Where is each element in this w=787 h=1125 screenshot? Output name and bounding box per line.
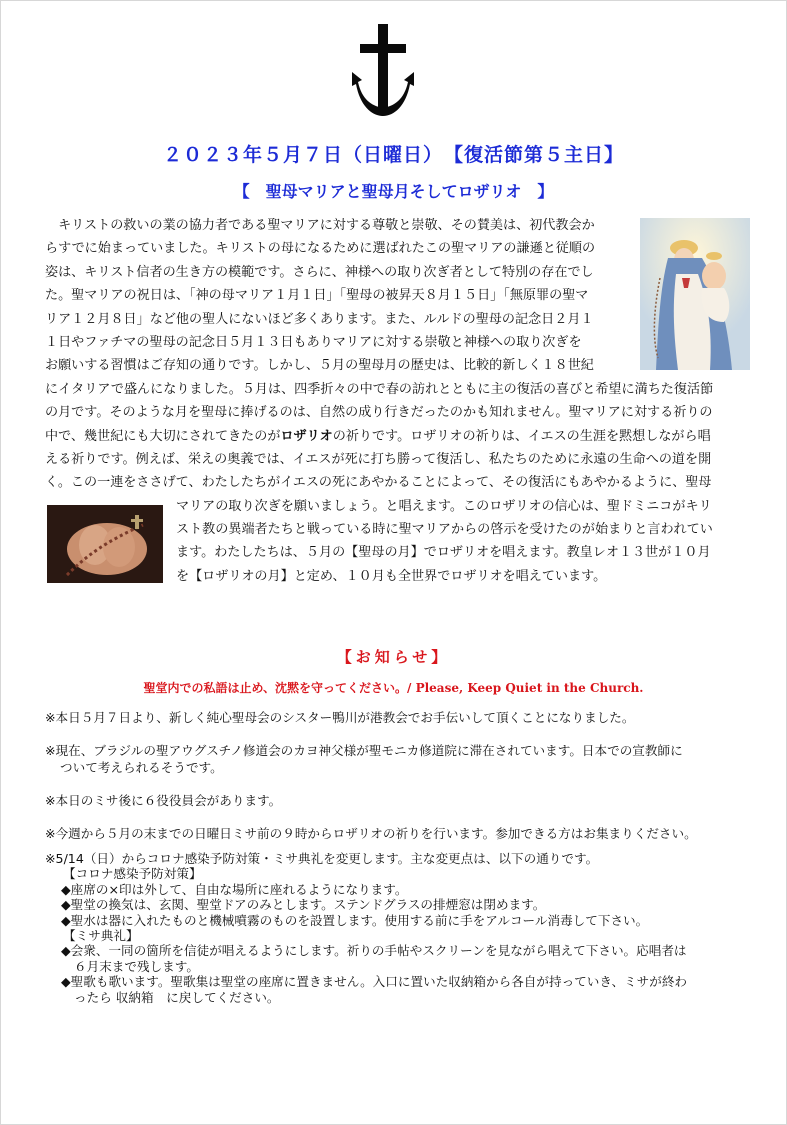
article-line: ます。わたしたちは、５月の【聖母の月】でロザリオを唱えます。教皇レオ１３世が１０月 (176, 545, 711, 561)
sermon-subtitle: 【 聖母マリアと聖母月そしてロザリオ 】 (233, 182, 554, 201)
notice-item: ※現在、ブラジルの聖アウグスチノ修道会のカヨ神父様が聖モニカ修道院に滞在されています。日本での宣教師に (45, 743, 683, 758)
notice-title: 【お知らせ】 (336, 648, 451, 666)
article-line-rosary (45, 425, 757, 448)
mass-bullet-continued: ったら 収納箱 に戻してください。 (74, 989, 280, 1005)
rosary-emphasis: ロザリオ (280, 428, 333, 444)
notice-item-continued: ついて考えられるそうです。 (60, 760, 223, 775)
article-line: マリアの取り次ぎを願いましょう。と唱えます。このロザリオの信心は、聖ドミニコがキリ (176, 498, 712, 514)
article-line: く。この一連をささげて、わたしたちがイエスの死にあやかることによって、その復活にもあやかるように、聖母 (45, 475, 712, 491)
article-line: リア１２月８日」など他の聖人にないほど多くあります。また、ルルドの聖母の記念日２月１ (45, 311, 594, 327)
notice-item: ※5/14（日）からコロナ感染予防対策・ミサ典礼を変更します。主な変更点は、以下の通りです。 (45, 851, 599, 866)
notice-item: ※今週から５月の末までの日曜日ミサ前の９時からロザリオの祈りを行います。参加できる方はお集まりください。 (45, 826, 697, 841)
article-line: １日やファチマの聖母の記念日５月１３日もありマリアに対する崇敬と神様への取り次ぎを (45, 334, 582, 350)
mass-bullet: ◆聖歌も歌います。聖歌集は聖堂の座席に置きません。入口に置いた収納箱から各自が持っていき、ミサが終わ (61, 974, 688, 990)
covid-bullet: ◆聖水は器に入れたものと機械噴霧のものを設置します。使用する前に手をアルコール消毒して下さい。 (61, 912, 649, 928)
article-line: らすでに始まっていました。キリストの母になるために選ばれたこの聖マリアの謙遜と従順の (45, 241, 596, 257)
mass-bullet-continued: ６月末まで残します。 (74, 958, 199, 974)
mass-heading: 【ミサ典礼】 (63, 928, 139, 944)
article-line: を【ロザリオの月】と定め、１０月も全世界でロザリオを唱えています。 (176, 568, 607, 584)
article-line: 姿は、キリスト信者の生き方の模範です。さらに、神様への取り次ぎ者として特別の存在でし (45, 264, 594, 280)
covid-notice (45, 851, 765, 1005)
article-line: キリストの救いの業の協力者である聖マリアに対する尊敬と崇敬、その賛美は、初代教会か (45, 218, 595, 233)
article-line: える祈りです。例えば、栄えの奥義では、イエスが死に打ち勝って復活し、私たちのために永遠の生命への道を開 (45, 451, 712, 467)
anchor-icon (348, 24, 418, 118)
date-title: ２０２３年５月７日（日曜日） 【復活節第５主日】 (162, 144, 624, 166)
covid-bullet: ◆聖堂の換気は、玄関、聖堂ドアのみとします。ステンドグラスの排煙窓は閉めます。 (61, 897, 546, 913)
notice-item: ※本日のミサ後に６役役員会があります。 (45, 793, 282, 808)
article-text: 中で、幾世紀にも大切にされてきたのが (45, 428, 281, 444)
article-line: お願いする習慣はご存知の通りです。しかし、５月の聖母月の歴史は、比較的新しく１８世紀 (45, 358, 594, 374)
mass-bullet: ◆会衆、一同の箇所を信徒が唱えるようにします。祈りの手帖やスクリーンを見ながら唱えて下さい。応唱者は (61, 943, 687, 959)
article-line: の月です。そのような月を聖母に捧げるのは、自然の成り行きだったのかも知れません。聖マリアに対する祈りの (45, 405, 713, 421)
notice-list (45, 709, 765, 842)
rosary-hands-image (47, 505, 163, 583)
covid-bullet: ◆座席の×印は外して、自由な場所に座れるようになります。 (61, 881, 408, 897)
notice-item: ※本日５月７日より、新しく純心聖母会のシスター鴨川が港教会でお手伝いして頂くことになりました。 (45, 710, 635, 725)
article-line: にイタリアで盛んになりました。５月は、四季折々の中で春の訪れとともに主の復活の喜びと希望に満ちた復活節 (45, 381, 714, 397)
quiet-notice: 聖堂内での私語は止め、沈黙を守ってください。/ Please, Keep Quiet in the Church. (143, 681, 644, 695)
article-text: の祈りです。ロザリオの祈りは、イエスの生涯を黙想しながら唱 (332, 428, 711, 444)
article-line: スト教の異端者たちと戦っている時に聖マリアからの啓示を受けたのが始まりと言われてい (176, 522, 713, 538)
covid-heading: 【コロナ感染予防対策】 (63, 866, 202, 882)
article-line: た。聖マリアの祝日は、「神の母マリア１月１日」「聖母の被昇天８月１５日」「無原罪の聖マ (45, 288, 589, 304)
